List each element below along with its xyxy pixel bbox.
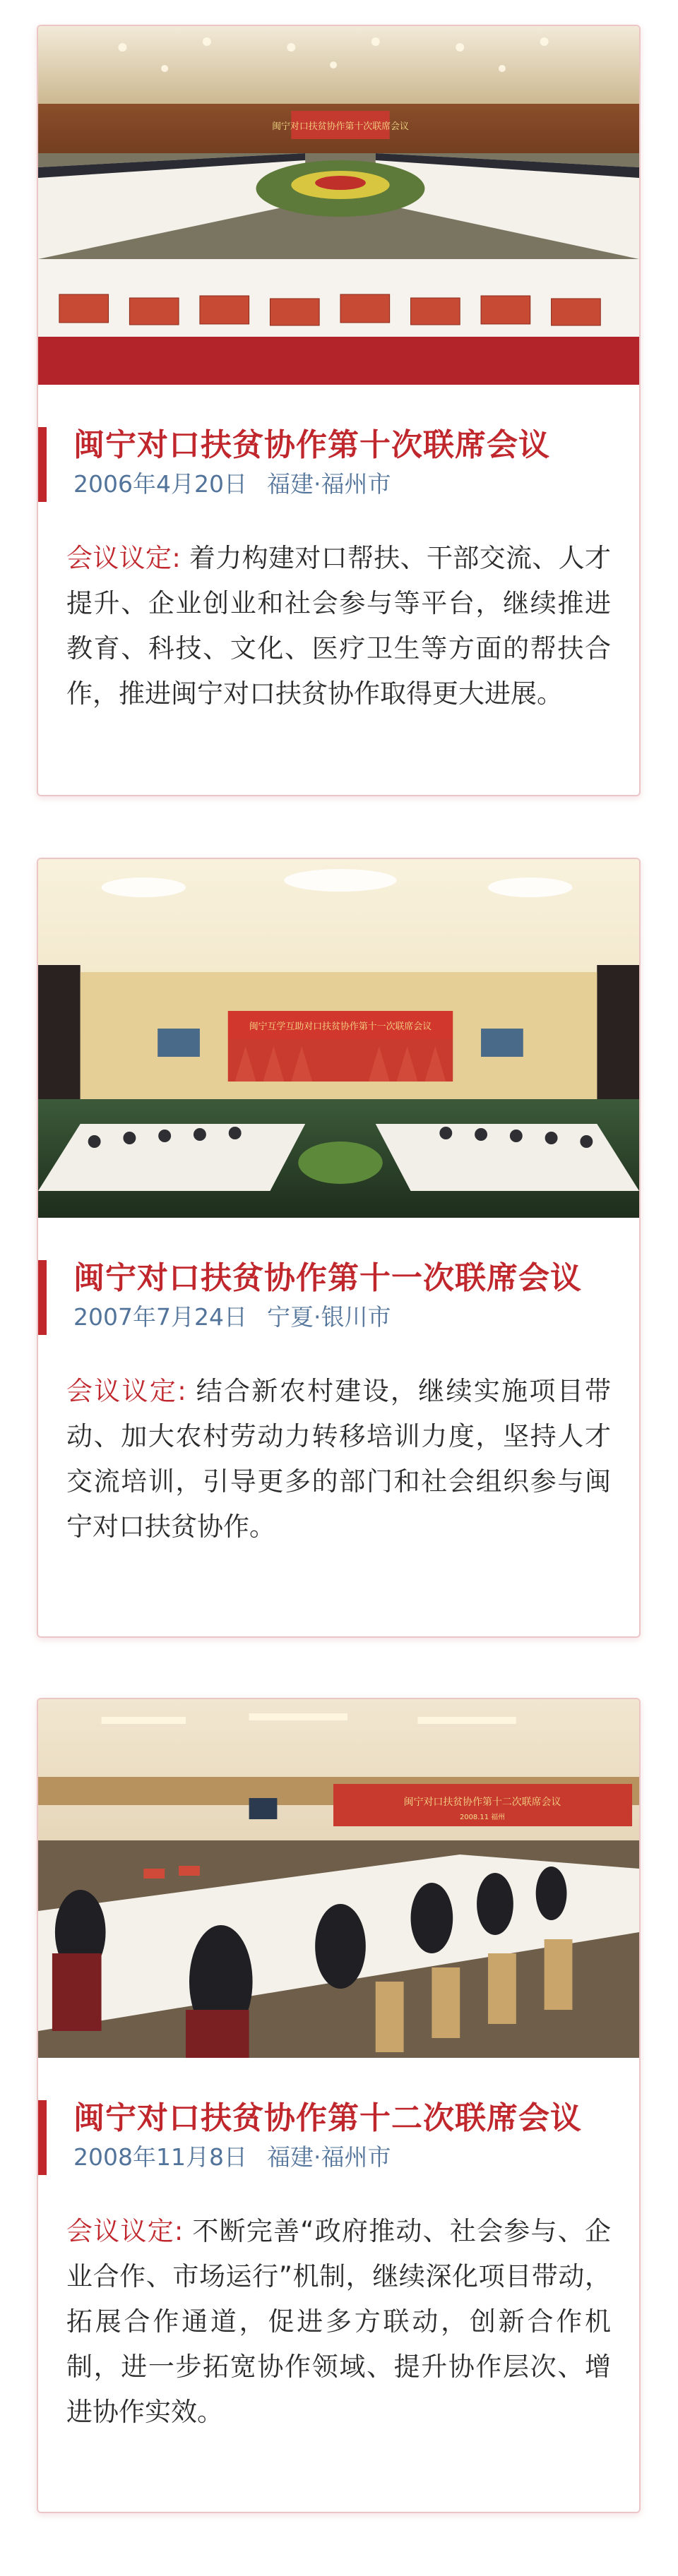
meeting-banner-11: 闽宁互学互助对口扶贫协作第十一次联席会议 xyxy=(249,1021,432,1033)
meeting-header-12 xyxy=(38,2058,639,2174)
resolution-label-11: 会议议定: xyxy=(66,1376,186,1406)
resolution-text-11: 结合新农村建设，继续实施项目带动、加大农村劳动力转移培训力度，坚持人才交流培训，引导更多的部门和社会组织参与闽宁对口扶贫协作。 xyxy=(66,1376,611,1542)
meeting-photo-12 xyxy=(38,1699,639,2058)
meeting-meta-11 xyxy=(73,1301,611,1334)
meeting-card-10 xyxy=(37,25,641,796)
meeting-date-12: 2008年11月8日 xyxy=(73,2143,247,2171)
meeting-banner-date-12: 2008.11 福州 xyxy=(459,1813,506,1822)
title-accent-bar xyxy=(38,1260,47,1335)
resolution-label-10: 会议议定: xyxy=(66,543,181,573)
resolution-text-12: 不断完善“政府推动、社会参与、企业合作、市场运行”机制，继续深化项目带动，拓展合作通道，促进多方联动，创新合作机制，进一步拓宽协作领域、提升协作层次、增进协作实效。 xyxy=(66,2216,611,2427)
meeting-card-11 xyxy=(37,858,641,1638)
meeting-location-12: 福建·福州市 xyxy=(266,2143,391,2171)
meeting-title-11: 闽宁对口扶贫协作第十一次联席会议 xyxy=(73,1260,582,1296)
title-accent-bar xyxy=(38,427,47,502)
meeting-title-10: 闽宁对口扶贫协作第十次联席会议 xyxy=(73,427,550,463)
meeting-location-11: 宁夏·银川市 xyxy=(266,1303,391,1331)
meeting-banner-10: 闽宁对口扶贫协作第十次联席会议 xyxy=(272,121,409,133)
meeting-header-10 xyxy=(38,385,639,501)
meeting-banner-12: 闽宁对口扶贫协作第十二次联席会议 xyxy=(403,1796,561,1809)
meeting-date-11: 2007年7月24日 xyxy=(73,1303,247,1331)
meeting-meta-12 xyxy=(73,2141,611,2174)
meeting-date-10: 2006年4月20日 xyxy=(73,470,247,498)
title-accent-bar xyxy=(38,2100,47,2175)
meeting-photo-10 xyxy=(38,26,639,385)
resolution-label-12: 会议议定: xyxy=(66,2216,184,2246)
meeting-resolution-12 xyxy=(66,2209,611,2435)
resolution-text-10: 着力构建对口帮扶、干部交流、人才提升、企业创业和社会参与等平台，继续推进教育、科技、文化、医疗卫生等方面的帮扶合作，推进闽宁对口扶贫协作取得更大进展。 xyxy=(66,543,612,709)
meeting-meta-10 xyxy=(73,468,611,501)
meeting-header-11 xyxy=(38,1218,639,1334)
meeting-resolution-11 xyxy=(66,1369,611,1550)
meeting-card-12 xyxy=(37,1698,641,2513)
meeting-location-10: 福建·福州市 xyxy=(266,470,391,498)
meeting-photo-11 xyxy=(38,859,639,1218)
meeting-title-12: 闽宁对口扶贫协作第十二次联席会议 xyxy=(73,2100,582,2136)
meeting-resolution-10 xyxy=(66,536,611,717)
